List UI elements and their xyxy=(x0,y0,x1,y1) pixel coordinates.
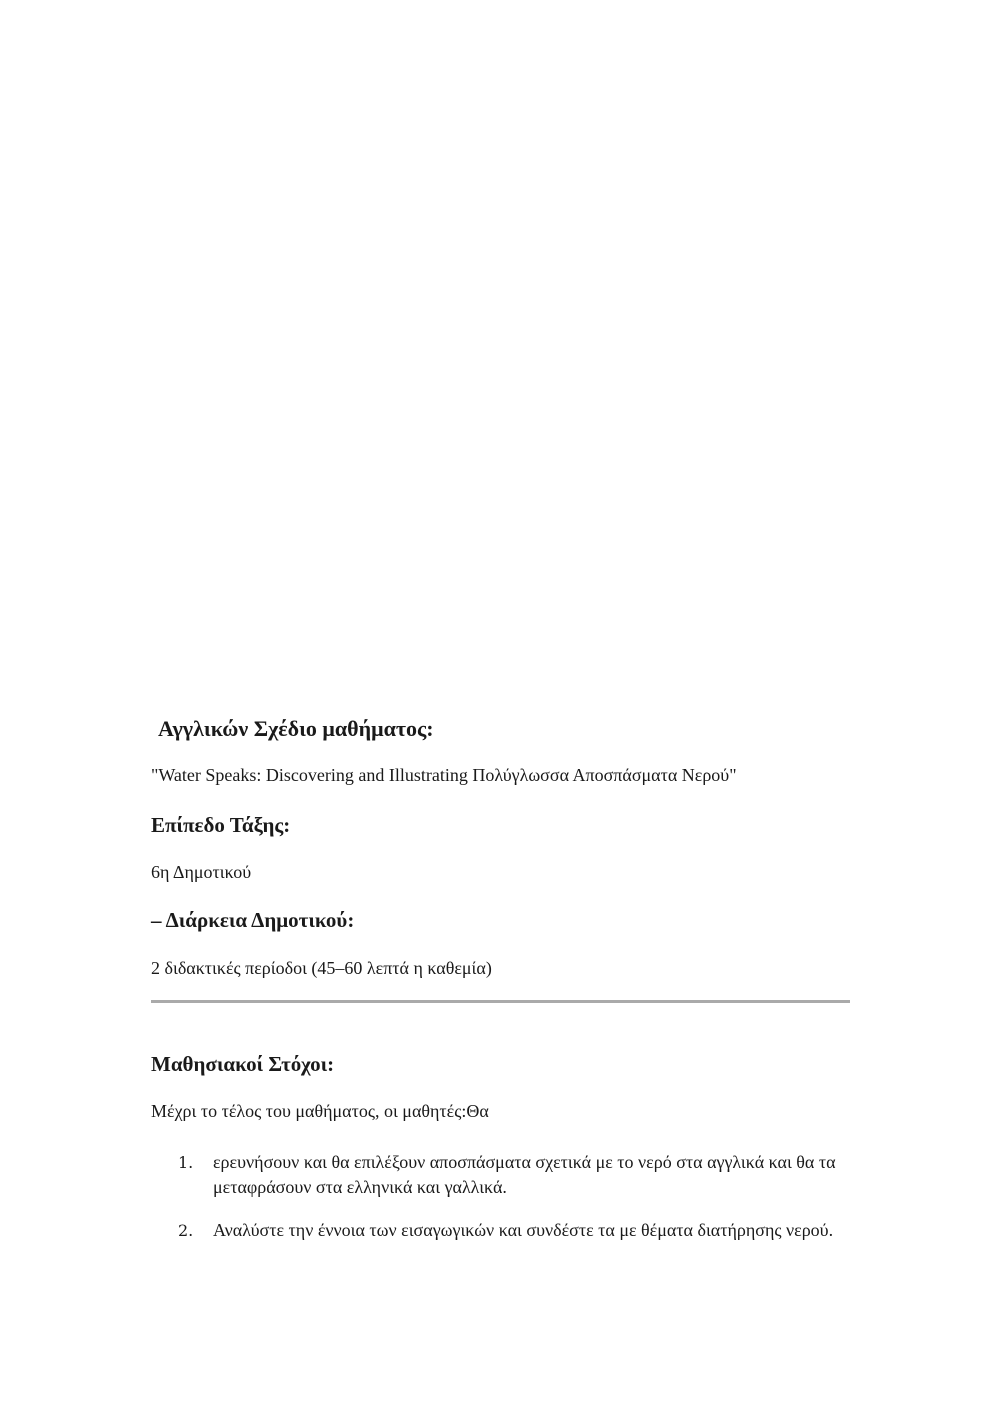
learning-objectives-intro: Μέχρι το τέλος του μαθήματος, οι μαθητές:Θα xyxy=(151,1101,489,1121)
grade-level-heading: Επίπεδο Τάξης: xyxy=(151,813,291,837)
grade-level-value: 6η Δημοτικού xyxy=(151,862,252,882)
list-item-number: 2. xyxy=(178,1221,194,1240)
learning-objectives-heading: Μαθησιακοί Στόχοι: xyxy=(151,1052,335,1076)
lesson-plan-title-label: Αγγλικών Σχέδιο μαθήματος: xyxy=(158,716,434,741)
horizontal-divider xyxy=(151,1000,850,1003)
duration-heading: – Διάρκεια Δημοτικού: xyxy=(151,908,355,932)
lesson-plan-title-value: "Water Speaks: Discovering and Illustrating Πολύγλωσσα Αποσπάσματα Νερού" xyxy=(151,765,737,785)
list-item xyxy=(178,1150,858,1200)
list-item-text: Αναλύστε την έννοια των εισαγωγικών και συνδέστε τα με θέματα διατήρησης νερού. xyxy=(213,1220,834,1240)
duration-value: 2 διδακτικές περίοδοι (45–60 λεπτά η καθεμία) xyxy=(151,958,492,978)
objectives-list xyxy=(178,1150,858,1243)
list-item-text: ερευνήσουν και θα επιλέξουν αποσπάσματα σχετικά με το νερό στα αγγλικά και θα τα μεταφράσουν στα ελληνικά και γαλλικά. xyxy=(213,1152,836,1197)
list-item xyxy=(178,1218,858,1243)
list-item-number: 1. xyxy=(178,1153,194,1172)
